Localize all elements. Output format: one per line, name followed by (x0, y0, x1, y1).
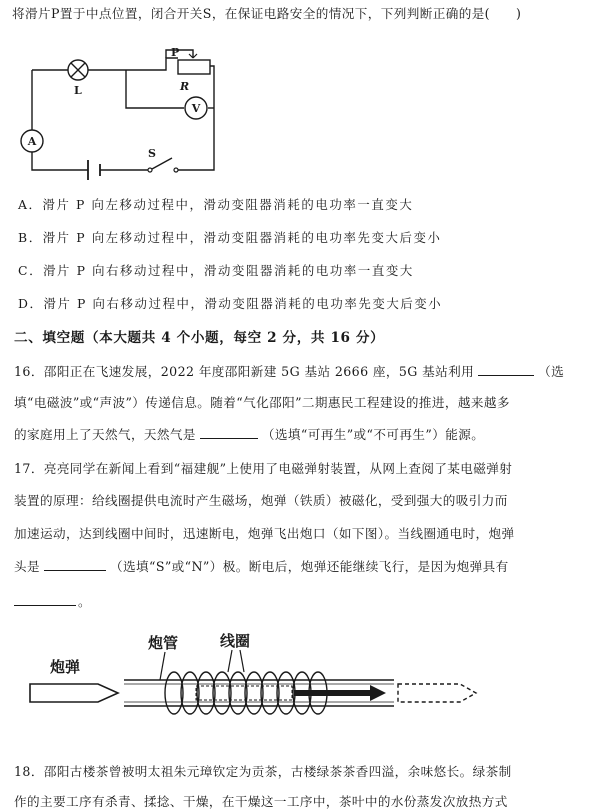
label-p: P (171, 46, 180, 59)
shell-label: 炮弹 (50, 658, 81, 676)
q15-option-c: C．滑片 P 向右移动过程中，滑动变阻器消耗的电功率一直变大 (18, 263, 414, 278)
q15-option-d: D．滑片 P 向右移动过程中，滑动变阻器消耗的电功率先变大后变小 (18, 296, 443, 311)
q15-option-b: B．滑片 P 向左移动过程中，滑动变阻器消耗的电功率先变大后变小 (18, 230, 442, 245)
shell-exiting (398, 684, 476, 702)
shell-body (30, 684, 118, 702)
motion-arrow-head (370, 685, 386, 701)
label-a: A (27, 135, 37, 148)
coil-label: 线圈 (220, 632, 251, 650)
q16-line-3: 的家庭用上了天然气，天然气是 （选填“可再生”或“不可再生”）能源。 (14, 427, 485, 442)
label-s: S (148, 147, 156, 160)
q15-option-a: A．滑片 P 向左移动过程中，滑动变阻器消耗的电功率一直变大 (18, 197, 414, 212)
q17-line-3: 加速运动，达到线圈中间时，迅速断电，炮弹飞出炮口（如下图）。当线圈通电时，炮弹 (14, 526, 515, 541)
section-heading: 二、填空题（本大题共 4 个小题，每空 2 分，共 16 分） (14, 330, 385, 346)
label-r: R (180, 80, 190, 93)
q17-line-5: 。 (14, 592, 589, 612)
q17-line-4: 头是 （选填“S”或“N”）极。断电后，炮弹还能继续飞行，是因为炮弹具有 (14, 559, 509, 574)
q18-line-2: 作的主要工序有杀青、揉捻、干燥，在干燥这一工序中，茶叶中的水份蒸发次放热方式 (14, 794, 508, 809)
label-v: V (191, 102, 201, 115)
q18-line-1: 18．邵阳古楼茶曾被明太祖朱元璋钦定为贡茶，古楼绿茶茶香四溢，余味悠长。绿茶制 (14, 764, 512, 779)
q17-line-2: 装置的原理：给线圈提供电流时产生磁场，炮弹（铁质）被磁化，受到强大的吸引力而 (14, 493, 508, 508)
q16-line-1: 16．邵阳正在飞速发展，2022 年度邵阳新建 5G 基站 2666 座，5G 基站利用 （选 (14, 364, 565, 379)
q15-stem: 将滑片P置于中点位置，闭合开关S，在保证电路安全的情况下，下列判断正确的是( ) (12, 6, 522, 21)
q17-line-1: 17．亮亮同学在新闻上看到“福建舰”上使用了电磁弹射装置，从网上查阅了某电磁弹射 (14, 461, 513, 476)
coil-lead-wires (228, 650, 244, 672)
q16-line-2: 填“电磁波”或“声波”）传递信息。随着“气化邵阳”二期惠民工程建设的推进，越来越多 (14, 395, 510, 410)
barrel-label: 炮管 (148, 634, 179, 652)
barrel-pointer (160, 652, 165, 680)
label-l: L (74, 84, 82, 97)
